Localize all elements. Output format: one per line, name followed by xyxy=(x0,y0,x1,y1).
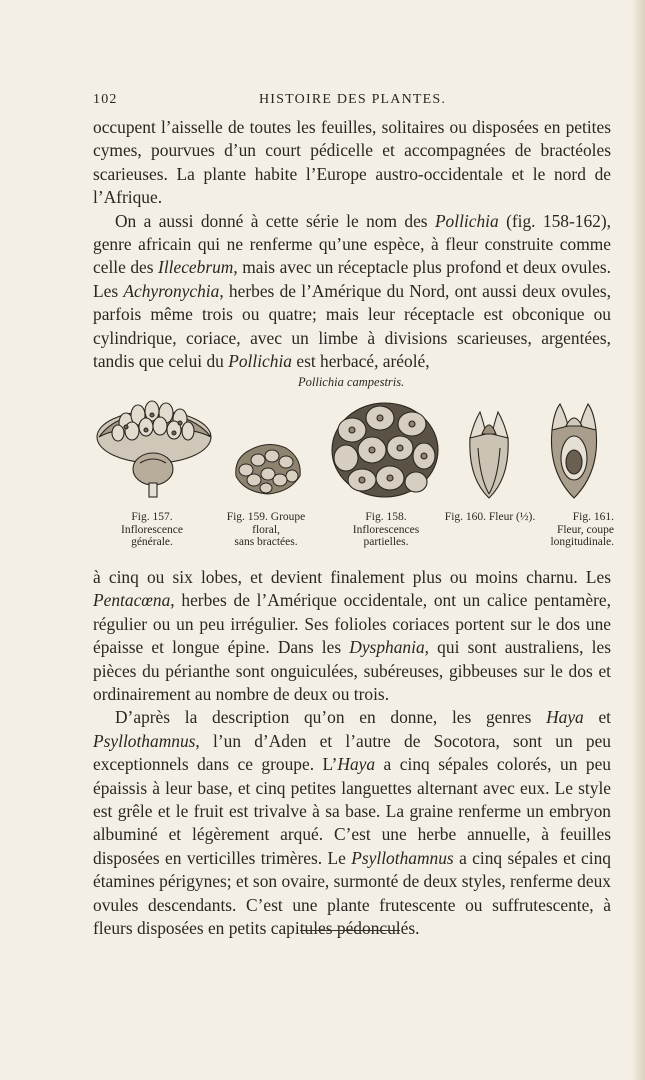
genus-name: Pollichia xyxy=(228,351,292,372)
text-run: , qui sont australiens, les pièces du périanthe sont onguiculées, subéreuses, gibbeuses sur le dos et ordinairement au nombre de deux ou trois. xyxy=(93,637,611,705)
genus-name: Psyllothamnus xyxy=(351,847,454,868)
text-run: D’après la description qu’on en donne, les genres xyxy=(115,707,547,728)
figure-title: Pollichia campestris. xyxy=(298,375,405,389)
text-run: à cinq ou six lobes, et devient finalement plus ou moins charnu. Les xyxy=(93,567,611,587)
fig-159-illustration xyxy=(230,436,306,498)
caption-number: Fig. 159. Groupe xyxy=(226,511,306,523)
paragraph-haya xyxy=(93,706,611,940)
genus-name: Illecebrum xyxy=(158,257,234,278)
text-run: est herbacé, aréolé, xyxy=(292,351,430,372)
genus-name: Dysphania xyxy=(349,637,425,658)
caption-line: Fleur, coupe xyxy=(556,523,614,536)
page-edge-shadow xyxy=(631,0,645,1080)
genus-name: Haya xyxy=(337,754,376,775)
text-run: a cinq sépales colorés, un peu épaissis à leur base, et cinq petites languettes alternant avec eux. Le style est grêle et le fruit est trivalve à sa base. La graine renferme un embryon albuminé et légèrement arqué. C’est une herbe annuelle, à feuilles disposées en verticilles trimères. Le xyxy=(93,754,611,868)
caption-line: partielles. xyxy=(363,536,409,548)
genus-name: Haya xyxy=(546,707,584,728)
fig-158-illustration xyxy=(328,400,442,500)
text-run: , herbes de l’Amérique du Nord, ont aussi deux ovules, parfois même trois ou quatre; mais leur réceptacle est obconique ou cylindrique, coriace, avec un limbe à divisions scarieuses, argentées, tandis que celui du xyxy=(93,280,611,372)
fig-160-illustration xyxy=(464,408,514,502)
text-run: On a aussi donné à cette série le nom des xyxy=(115,210,435,231)
text-run: , l’un d’Aden et l’autre de Socotora, sont un peu exceptionnels dans ce groupe. L’ xyxy=(93,730,611,775)
caption-line: longitudinale. xyxy=(550,536,614,548)
paragraph-continued: occupent l’aisselle de toutes les feuilles, solitaires ou disposées en petites cymes, pourvues d’un court pédicelle et accompagnées de bractéoles scarieuses. La plante habite l’Europe austro-occidentale et le nord de l’Afrique. xyxy=(93,117,611,208)
fig-161-illustration xyxy=(546,400,602,500)
paragraph-pollichia xyxy=(93,210,611,374)
genus-name: Pollichia xyxy=(434,210,499,231)
caption-number: Fig. 160. Fleur (½). xyxy=(444,511,536,523)
caption-fig-157 xyxy=(100,511,204,549)
caption-fig-158 xyxy=(336,511,436,549)
caption-number: Fig. 157. xyxy=(131,511,173,523)
text-block-bottom xyxy=(93,566,611,941)
caption-fig-161 xyxy=(530,511,614,549)
end-rule xyxy=(300,930,400,931)
paragraph-pentacoena xyxy=(93,566,611,706)
caption-line: Inflorescence xyxy=(121,523,183,536)
caption-line: floral, xyxy=(252,523,280,536)
text-run: (fig. 158-162), genre africain qui ne renferme qu’une espèce, à fleur construite comme celle des xyxy=(93,210,611,278)
caption-line: sans bractées. xyxy=(234,536,298,548)
caption-line: générale. xyxy=(131,536,173,548)
caption-number: Fig. 161. xyxy=(572,511,614,523)
running-header xyxy=(93,92,611,110)
genus-name: Pentacœna xyxy=(93,590,171,611)
caption-fig-159 xyxy=(214,511,318,549)
running-title: HISTOIRE DES PLANTES. xyxy=(259,92,447,107)
page-number: 102 xyxy=(93,92,118,107)
genus-name: Psyllothamnus xyxy=(93,730,196,751)
caption-line: Inflorescences xyxy=(352,523,420,536)
text-block-top xyxy=(93,116,611,373)
fig-157-illustration xyxy=(96,393,216,501)
genus-name: Achyronychia xyxy=(123,280,220,301)
caption-number: Fig. 158. xyxy=(365,511,407,523)
text-run: a cinq sépales et cinq étamines périgynes; et son ovaire, surmonté de deux styles, renferme deux ovules descendants. C’est une plante frutescente ou suffrutescente, à fleurs disposées en petits capitules pédonculés. xyxy=(93,847,611,939)
caption-fig-160 xyxy=(438,511,542,524)
text-run: , mais avec un réceptacle plus profond et deux ovules. Les xyxy=(93,257,612,301)
text-run: et xyxy=(583,707,611,728)
text-run: , herbes de l’Amérique occidentale, ont un calice pentamère, régulier ou un peu irrégulier. Ses folioles coriaces portent sur le dos une épaisse et longue épine. Dans les xyxy=(93,590,611,658)
